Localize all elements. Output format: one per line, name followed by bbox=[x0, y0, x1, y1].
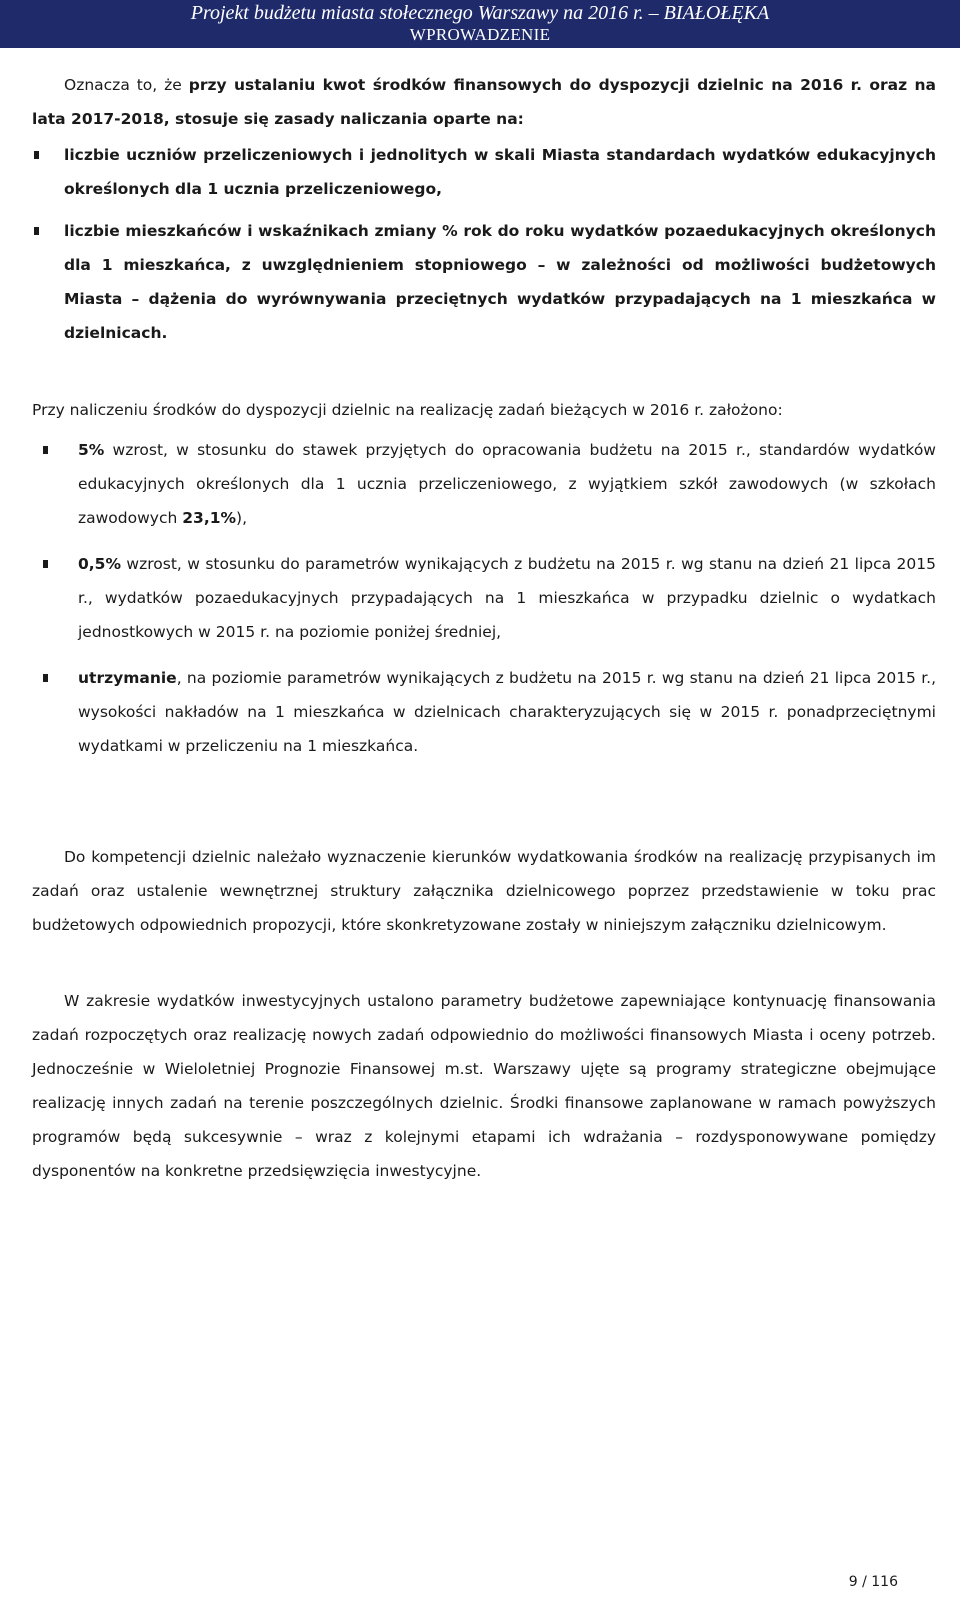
investment-paragraph bbox=[32, 984, 936, 1188]
header-subtitle: WPROWADZENIE bbox=[409, 25, 551, 44]
list-item-bold: 23,1% bbox=[182, 509, 237, 527]
paragraph-text: Do kompetencji dzielnic należało wyznaczenie kierunków wydatkowania środków na realizację przypisanych im zadań oraz ustalenie wewnętrznej struktury załącznika dzielnicowego poprzez przedstawienie w toku prac budżetowych odpowiednich propozycji, które skonkretyzowane zostały w niniejszym załączniku dzielnicowym. bbox=[32, 848, 936, 934]
assumptions-list bbox=[32, 433, 936, 775]
allocation-rules-list bbox=[32, 138, 936, 350]
list-item-text: wzrost, w stosunku do stawek przyjętych do opracowania budżetu na 2015 r., standardów wydatków edukacyjnych określonych dla 1 ucznia przeliczeniowego, z wyjątkiem szkół zawodowych (w szkołach zawodowych bbox=[78, 441, 936, 527]
competence-paragraph bbox=[32, 840, 936, 942]
list-item-bold: 0,5% bbox=[78, 555, 121, 573]
list-item-text: , na poziomie parametrów wynikających z budżetu na 2015 r. wg stanu na dzień 21 lipca 2015 r., wysokości nakładów na 1 mieszkańca w dzielnicach charakteryzujących się w 2015 r. ponadprzeciętnymi wydatkami w przeliczeniu na 1 mieszkańca. bbox=[78, 669, 936, 755]
list-item-text: wzrost, w stosunku do parametrów wynikających z budżetu na 2015 r. wg stanu na dzień 21 lipca 2015 r., wydatków pozaedukacyjnych przypadających na 1 mieszkańca w przypadku dzielnic o wydatkach jednostkowych w 2015 r. na poziomie poniżej średniej, bbox=[78, 555, 936, 641]
list-item bbox=[32, 433, 936, 535]
list-item-bold: utrzymanie bbox=[78, 669, 177, 687]
page-header bbox=[0, 0, 960, 48]
page-number: 9 / 116 bbox=[848, 1574, 898, 1590]
list-item: liczbie uczniów przeliczeniowych i jednolitych w skali Miasta standardach wydatków edukacyjnych określonych dla 1 ucznia przeliczeniowego, bbox=[32, 138, 936, 206]
assumptions-intro: Przy naliczeniu środków do dyspozycji dzielnic na realizację zadań bieżących w 2016 r. założono: bbox=[32, 401, 783, 419]
list-item: liczbie mieszkańców i wskaźnikach zmiany % rok do roku wydatków pozaedukacyjnych określonych dla 1 mieszkańca, z uwzględnieniem stopniowego – w zależności od możliwości budżetowych Miasta – dążenia do wyrównywania przeciętnych wydatków przypadających na 1 mieszkańca w dzielnicach. bbox=[32, 214, 936, 350]
header-title: Projekt budżetu miasta stołecznego Warszawy na 2016 r. – BIAŁOŁĘKA bbox=[190, 2, 770, 24]
paragraph-text: W zakresie wydatków inwestycyjnych ustalono parametry budżetowe zapewniające kontynuację finansowania zadań rozpoczętych oraz realizację nowych zadań odpowiednio do możliwości finansowych Miasta i oceny potrzeb. Jednocześnie w Wieloletniej Prognozie Finansowej m.st. Warszawy ujęte są programy strategiczne obejmujące realizację innych zadań na terenie poszczególnych dzielnic. Środki finansowe zaplanowane w ramach powyższych programów będą sukcesywnie – wraz z kolejnymi etapami ich wdrażania – rozdysponowywane pomiędzy dysponentów na konkretne przedsięwzięcia inwestycyjne. bbox=[32, 992, 936, 1180]
list-item-text: ), bbox=[236, 509, 248, 527]
list-item bbox=[32, 661, 936, 763]
intro-text: Oznacza to, że bbox=[64, 76, 189, 94]
intro-bold-text: przy ustalaniu kwot środków finansowych do dyspozycji dzielnic na 2016 r. oraz na lata 2017-2018, stosuje się zasady naliczania oparte na: bbox=[32, 76, 936, 128]
intro-paragraph bbox=[32, 68, 936, 136]
list-item bbox=[32, 547, 936, 649]
list-item-bold: 5% bbox=[78, 441, 105, 459]
